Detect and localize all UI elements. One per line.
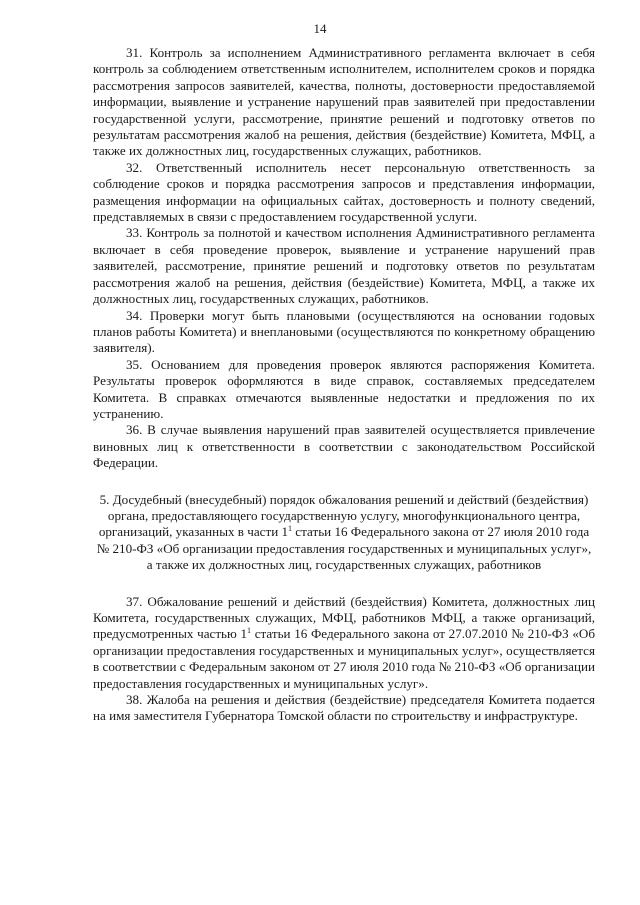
section-heading-superscript: 1: [288, 524, 293, 534]
paragraph-37-text: 37. Обжалование решений и действий (бездействия) Комитета, должностных лиц Комитета, государственных служащих, МФЦ, работников МФЦ, а также организаций, предусмотренных частью 1: [93, 593, 595, 642]
section-heading-text-continued: статьи 16 Федерального закона от 27 июля 2010 года № 210-ФЗ «Об организации предоставления государственных и муниципальных услуг», а также их должностных лиц, государственных служащих, работников: [96, 524, 592, 573]
paragraph-34: 34. Проверки могут быть плановыми (осуществляются на основании годовых планов работы Комитета) и внеплановыми (осуществляются по конкретному обращению заявителя).: [93, 307, 595, 356]
section-heading-text: 5. Досудебный (внесудебный) порядок обжалования решений и действий (бездействия) органа, предоставляющего государственную услугу, многофункционального центра, организаций, указанных в части 1: [98, 491, 589, 540]
paragraph-31: 31. Контроль за исполнением Административного регламента включает в себя контроль за соблюдением ответственным исполнителем, исполнителем сроков и порядка рассмотрения запросов заявителей, качества, полноты, достоверности предоставляемой информации, выявление и устранение нарушений прав заявителей при предоставлении государственной услуги, рассмотрение, принятие решений и подготовку ответов по результатам рассмотрения жалоб на решения, действия (бездействие) Комитета, МФЦ, а также их должностных лиц, государственных служащих, работников.: [93, 45, 595, 159]
paragraph-32: 32. Ответственный исполнитель несет персональную ответственность за соблюдение сроков и порядка рассмотрения запросов и представления информации, размещения информации на официальных сайтах, достоверность и полноту сведений, представляемых в связи с предоставлением государственной услуги.: [93, 159, 595, 225]
section-heading: [93, 492, 595, 574]
paragraph-37: [93, 594, 595, 692]
paragraph-35: 35. Основанием для проведения проверок являются распоряжения Комитета. Результаты проверок оформляются в виде справок, составляемых председателем Комитета. В справках отмечаются выявленные недостатки и предложения по их устранению.: [93, 356, 595, 421]
paragraph-33: 33. Контроль за полнотой и качеством исполнения Административного регламента включает в себя проведение проверок, выявление и устранение нарушений прав заявителей, рассмотрение, принятие решений и подготовку ответов по результатам рассмотрения жалоб на решения, действия (бездействие) Комитета, МФЦ, а также их должностных лиц, государственных служащих, работников.: [93, 225, 595, 307]
page-number: 14: [313, 21, 327, 36]
paragraph-37-text-continued: статьи 16 Федерального закона от 27.07.2010 № 210-ФЗ «Об организации предоставления государственных и муниципальных услуг», осуществляется в соответствии с Федеральным законом от 27 июля 2010 года № 210-ФЗ «Об организации предоставления государственных и муниципальных услуг».: [93, 626, 595, 691]
paragraph-36: 36. В случае выявления нарушений прав заявителей осуществляется привлечение виновных лиц к ответственности в соответствии с законодательством Российской Федерации.: [93, 422, 595, 471]
paragraph-37-superscript: 1: [247, 626, 252, 636]
paragraph-38: 38. Жалоба на решения и действия (бездействие) председателя Комитета подается на имя заместителя Губернатора Томской области по строительству и инфраструктуре.: [93, 692, 595, 724]
document-body: [93, 45, 595, 725]
